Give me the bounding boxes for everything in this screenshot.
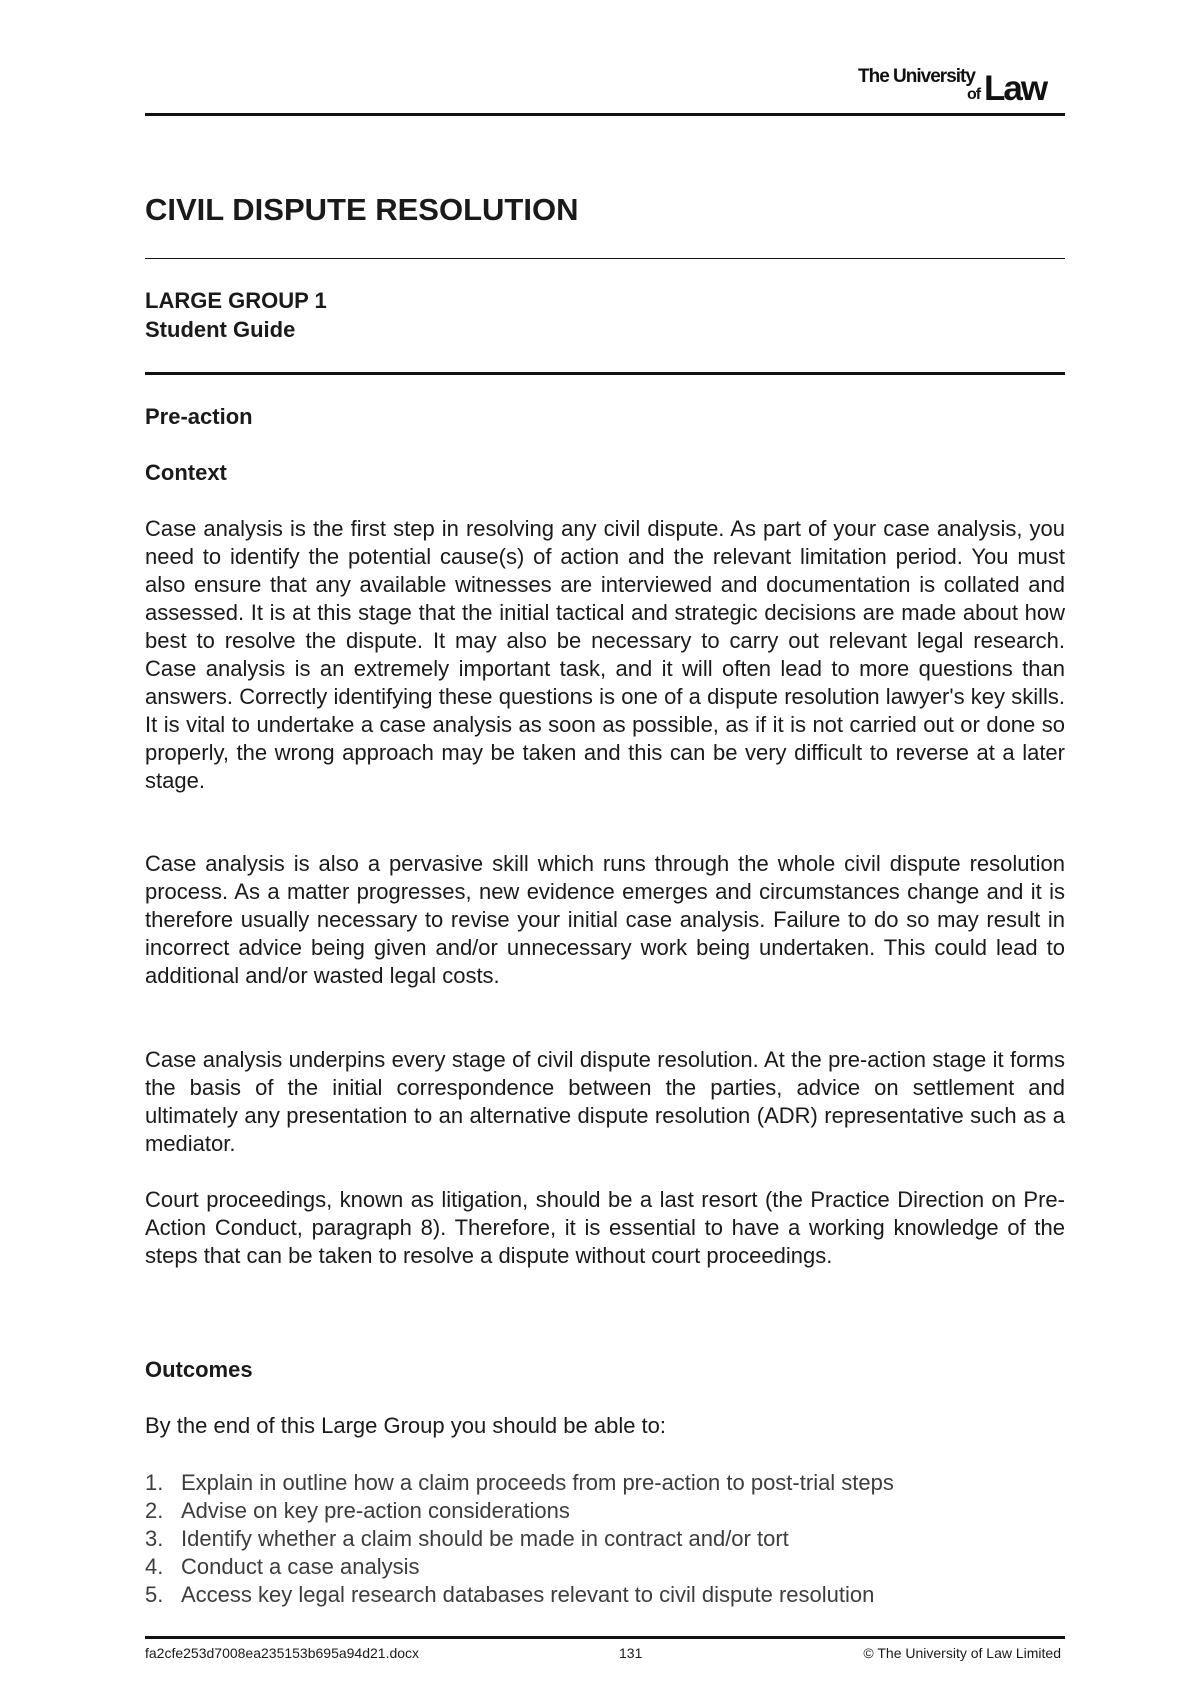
- context-paragraph-4: Court proceedings, known as litigation, should be a last resort (the Practice Direction on Pre-Action Conduct, paragraph 8). Therefore, it is essential to have a working knowledge of the steps that can be taken to resolve a dispute without court proceedings.: [145, 1187, 1065, 1268]
- title-divider: [145, 258, 1065, 259]
- outcomes-heading: Outcomes: [145, 1357, 253, 1382]
- header-rule: [145, 113, 1065, 116]
- footer-rule: [145, 1636, 1065, 1639]
- list-item: 2. Advise on key pre-action considerations: [145, 1498, 570, 1523]
- context-paragraph-3: Case analysis underpins every stage of civil dispute resolution. At the pre-action stage it forms the basis of the initial correspondence between the parties, advice on settlement and ultimately any presentation to an alternative dispute resolution (ADR) representative such as a mediator.: [145, 1047, 1065, 1156]
- context-heading: Context: [145, 460, 227, 485]
- logo-line-1: The University: [858, 66, 975, 87]
- logo-line-2: of: [967, 86, 981, 103]
- context-paragraph-1: Case analysis is the first step in resolving any civil dispute. As part of your case analysis, you need to identify the potential cause(s) of action and the relevant limitation period. You must also ensure that any available witnesses are interviewed and documentation is collated and assessed. It is at this stage that the initial tactical and strategic decisions are made about how best to resolve the dispute. It may also be necessary to carry out relevant legal research. Case analysis is an extremely important task, and it will often lead to more questions than answers. Correctly identifying these questions is one of a dispute resolution lawyer's key skills. It is vital to undertake a case analysis as soon as possible, as if it is not carried out or done so properly, the wrong approach may be taken and this can be very difficult to reverse at a later stage.: [145, 516, 1065, 793]
- section-heading-pre-action: Pre-action: [145, 404, 253, 429]
- university-logo: [858, 66, 1064, 106]
- footer-filename: fa2cfe253d7008ea235153b695a94d21.docx: [145, 1645, 420, 1661]
- student-guide-subtitle: Student Guide: [145, 317, 296, 342]
- outcomes-list: [145, 1469, 1065, 1609]
- footer-copyright: © The University of Law Limited: [863, 1645, 1061, 1661]
- context-paragraph-2: Case analysis is also a pervasive skill which runs through the whole civil dispute resolution process. As a matter progresses, new evidence emerges and circumstances change and it is therefore usually necessary to revise your initial case analysis. Failure to do so may result in incorrect advice being given and/or unnecessary work being undertaken. This could lead to additional and/or wasted legal costs.: [145, 851, 1065, 988]
- outcomes-intro: By the end of this Large Group you should be able to:: [145, 1413, 667, 1438]
- footer-page-number: 131: [619, 1645, 643, 1661]
- list-item: 3. Identify whether a claim should be made in contract and/or tort: [145, 1526, 789, 1551]
- list-item: 4. Conduct a case analysis: [145, 1554, 420, 1579]
- logo-line-3: Law: [984, 69, 1047, 108]
- document-title: CIVIL DISPUTE RESOLUTION: [145, 192, 579, 227]
- list-item: 1. Explain in outline how a claim proceeds from pre-action to post-trial steps: [145, 1470, 894, 1495]
- large-group-title: LARGE GROUP 1: [145, 288, 327, 313]
- list-item: 5. Access key legal research databases relevant to civil dispute resolution: [145, 1582, 875, 1607]
- section-divider: [145, 372, 1065, 375]
